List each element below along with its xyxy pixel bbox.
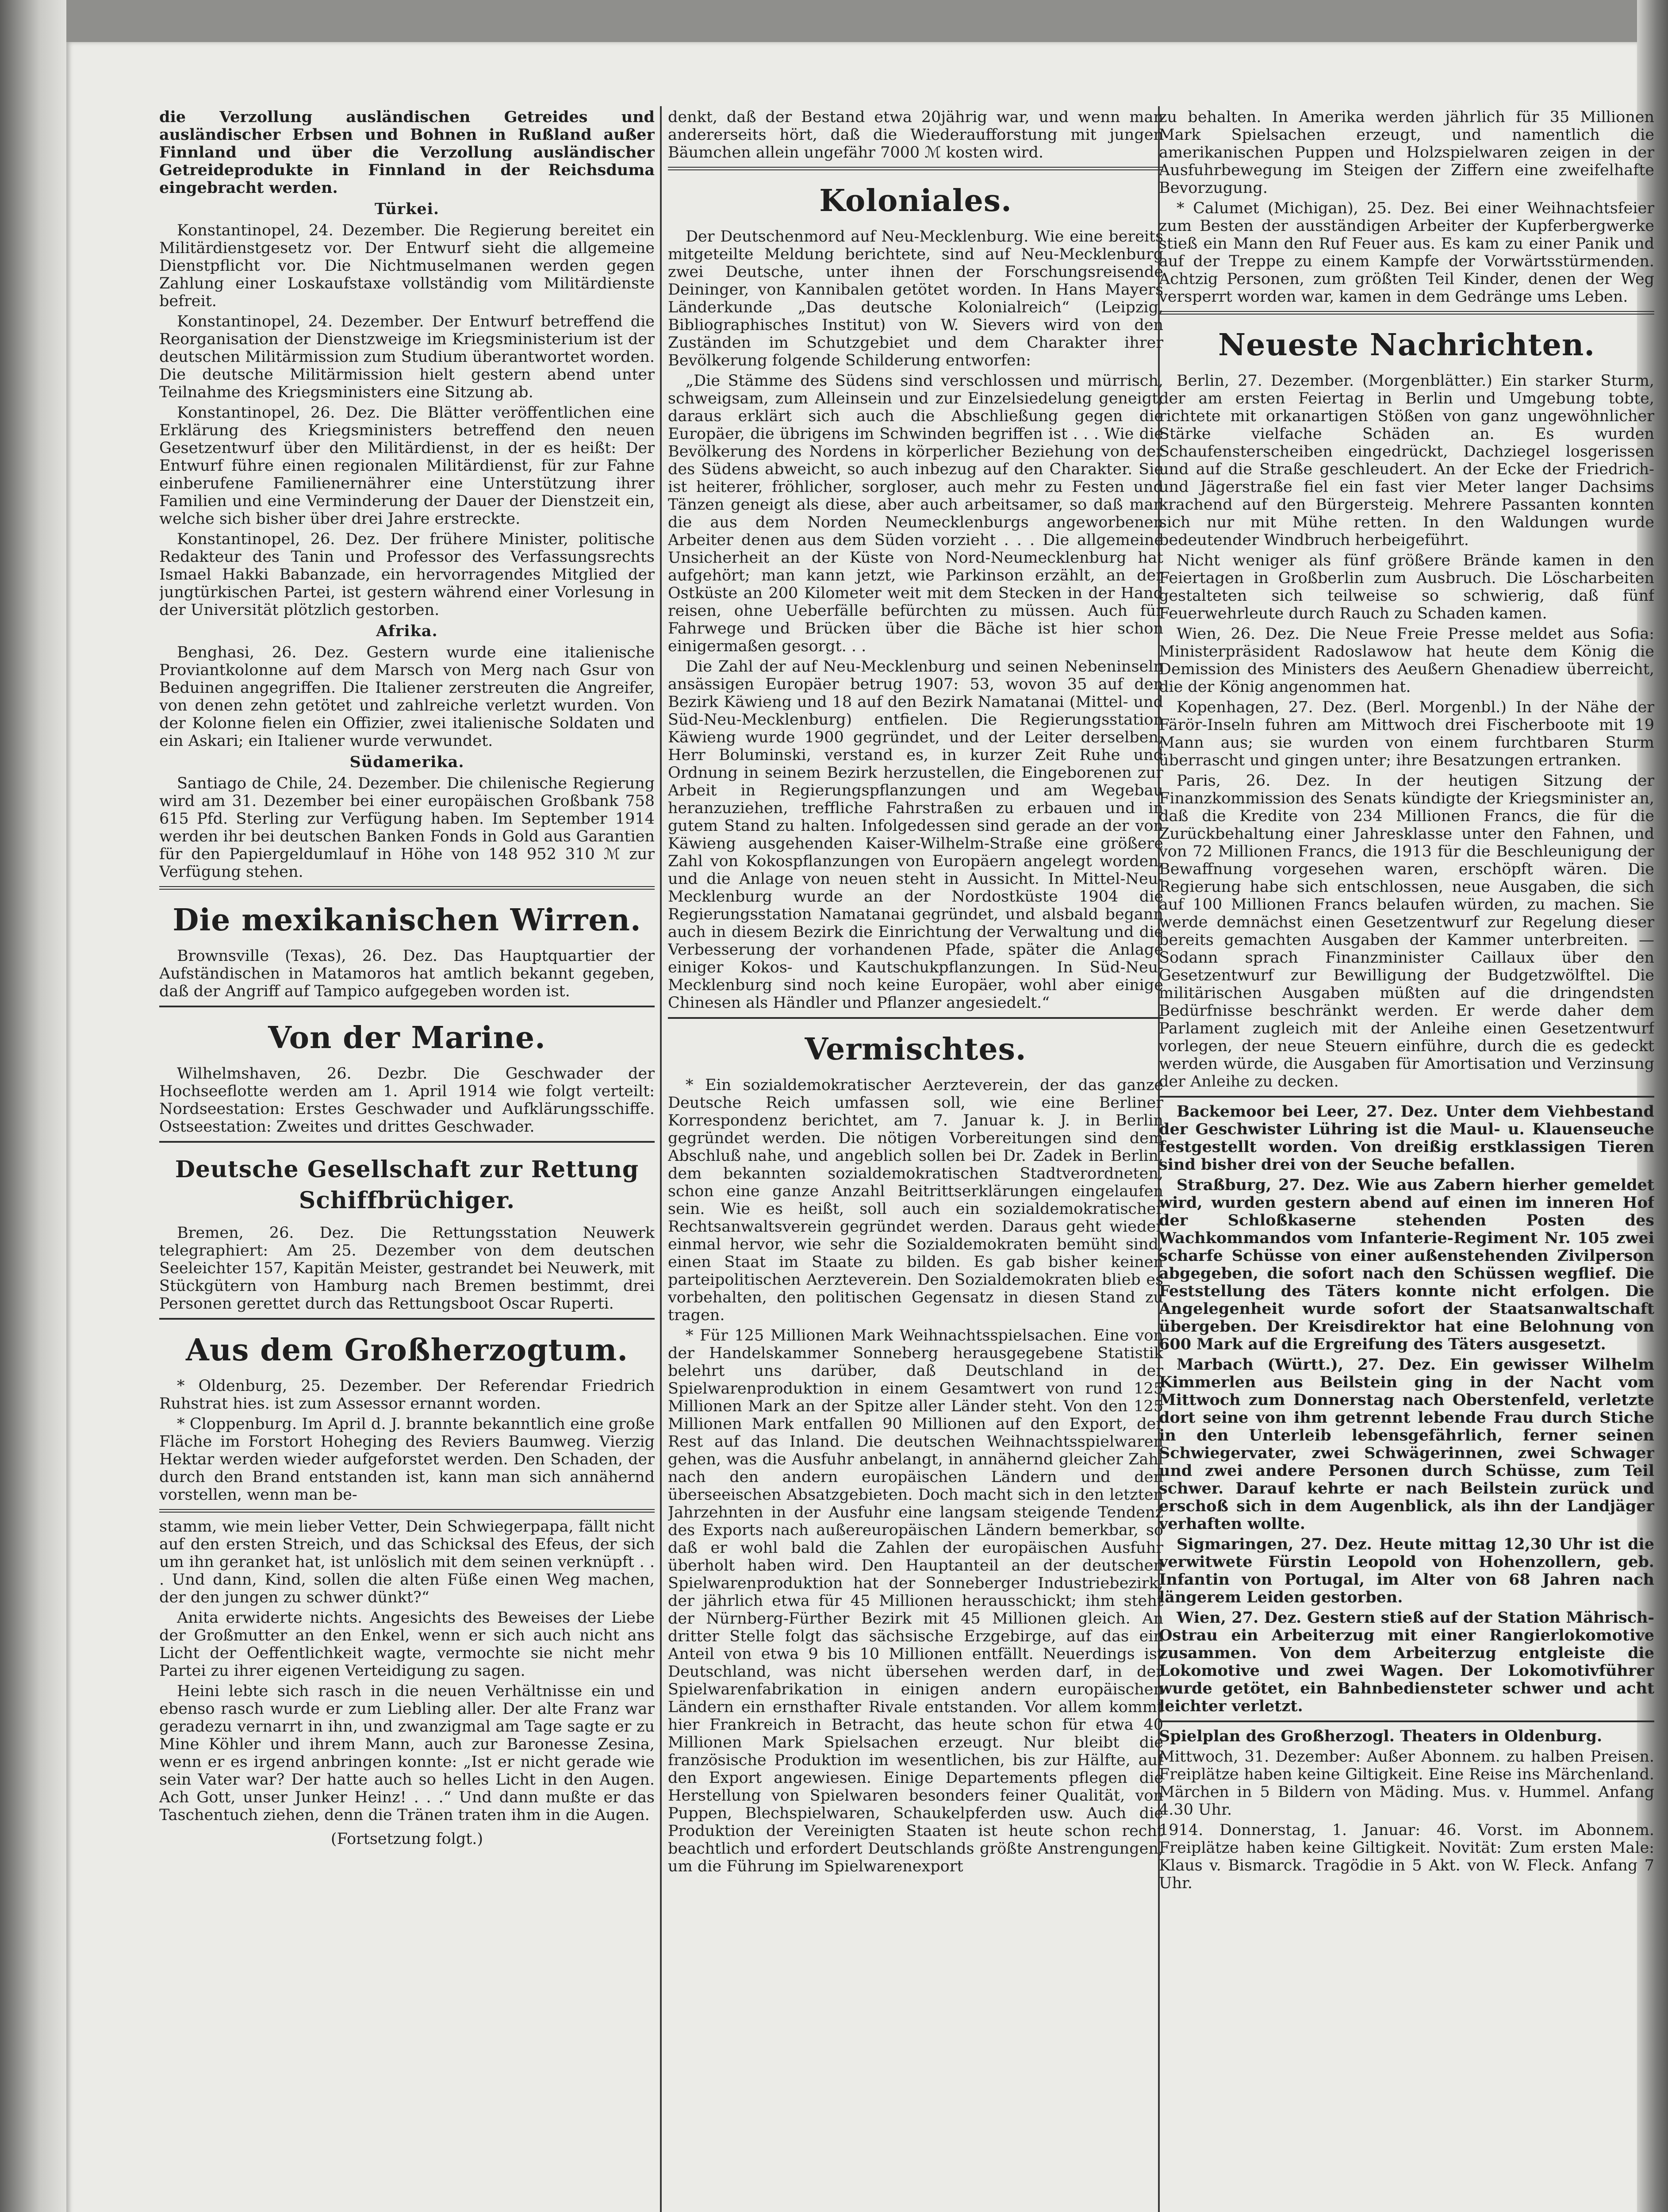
feuilleton-text: Anita erwiderte nichts. Angesichts des Beweises der Liebe der Großmutter an den Enkel, wenn er sich auch nicht ans Licht der Oeffentlichkeit wagte, vermochte sie nicht mehr Partei zu ihrer eigenen Verteidigung zu sagen. [159,1609,655,1680]
article-text: denkt, daß der Bestand etwa 20jährig war, und wenn man andererseits hört, daß die Wiederaufforstung mit jungen Bäumchen allein ungefähr 7000 ℳ kosten wird. [668,108,1163,161]
article-text: Die Zahl der auf Neu-Mecklenburg und seinen Nebeninseln ansässigen Europäer betrug 1907: 53, wovon 35 auf den Bezirk Käwieng und 18 auf den Bezirk Namatanai (Mittel- und Süd-Neu-Mecklenburg) entfielen. Die Regierungsstation Käwieng wurde 1900 gegründet, und der Leiter derselben, Herr Boluminski, verstand es, in kurzer Zeit Ruhe und Ordnung in seinem Bezirk herzustellen, die Eingeborenen zur Arbeit in Regierungspflanzungen und am Wegebau heranzuziehen, treffliche Fahrstraßen zu erbauen und in gutem Stand zu halten. Infolgedessen sind gerade an der von Käwieng ausgehenden Kaiser-Wilhelm-Straße eine größere Zahl von Kokospflanzungen von Europäern angelegt worden, und die Anlage von neuen steht in Aussicht. In Mittel-Neu-Mecklenburg wurde an der Nordostküste 1904 die Regierungsstation Namatanai gegründet, und alsbald begann auch in diesem Bezirk die Einrichtung der Verwaltung und die Verbesserung der vorhandenen Pfade, später die Anlage einiger Kokos- und Kautschukpflanzungen. In Süd-Neu-Mecklenburg sind noch keine Europäer, wohl aber einige Chinesen als Händler und Pflanzer angesiedelt.“ [668,658,1163,1012]
article-text: * Ein sozialdemokratischer Aerzteverein, der das ganze Deutsche Reich umfassen soll, wie eine Berliner Korrespondenz berichtet, am 7. Januar k. J. in Berlin gegründet werden. Die nötigen Vorbereitungen sind dem Abschluß nahe, und angeblich sollen bei Dr. Zadek in Berlin, dem bekannten sozialdemokratischen Stadtverordneten, schon eine ganze Anzahl Beitrittserklärungen eingelaufen sein. Wie es heißt, soll auch ein sozialdemokratischer Rechtsanwaltsverein gegründet werden. Daraus geht wieder einmal hervor, wie sehr die Sozialdemokraten bemüht sind, einen Staat im Staate zu bilden. Es gab bisher keinen parteipolitischen Aerzteverein. Den Sozialdemokraten blieb es vorbehalten, den politischen Gegensatz in diesen Stand zu tragen. [668,1076,1163,1324]
article-text: Straßburg, 27. Dez. Wie aus Zabern hierher gemeldet wird, wurden gestern abend auf einen im inneren Hof der Schloßkaserne stehenden Posten des Wachkommandos vom Infanterie-Regiment Nr. 105 zwei scharfe Schüsse von einer außenstehenden Zivilperson abgegeben, die sofort nach den Schüssen wegflief. Die Feststellung des Täters konnte nicht erfolgen. Die Angelegenheit wurde sofort der Staatsanwaltschaft übergeben. Der Kreisdirektor hat eine Belohnung von 600 Mark auf die Ergreifung des Täters ausgesetzt. [1159,1176,1654,1353]
column-1 [159,108,655,2212]
feuilleton-text: Heini lebte sich rasch in die neuen Verhältnisse ein und ebenso rasch wurde er zum Liebling aller. Der alte Franz war geradezu vernarrt in ihn, und zwanzigmal am Tage sagte er zu Mine Köhler und ihrem Mann, auch zur Baronesse Zesina, wenn er es irgend anbringen konnte: „Ist er nicht gerade wie sein Vater war? Der hatte auch so helles Licht in den Augen. Ach Gott, unser Junker Heinz! . . .“ Und dann mußte er das Taschentuch ziehen, denn die Tränen traten ihm in die Augen. [159,1682,655,1824]
section-heading: Aus dem Großherzogtum. [185,1333,629,1368]
article-text: Wien, 27. Dez. Gestern stieß auf der Station Mährisch-Ostrau ein Arbeiterzug mit einer Rangierlokomotive zusammen. Von dem Arbeiterzug entgleiste die Lokomotive und zwei Wagen. Der Lokomotivführer wurde getötet, ein Bahnbediensteter schwer und acht leichter verletzt. [1159,1609,1654,1715]
section-heading: Von der Marine. [268,1020,546,1056]
article-text: Benghasi, 26. Dez. Gestern wurde eine italienische Proviantkolonne auf dem Marsch von Merg nach Gsur von Beduinen angegriffen. Die Italiener zerstreuten die Angreifer, von denen zehn getötet und zahlreiche verletzt wurden. Von der Kolonne fielen ein Offizier, zwei italienische Soldaten und ein Askari; ein Italiener wurde verwundet. [159,644,655,750]
article-text: Wilhelmshaven, 26. Dezbr. Die Geschwader der Hochseeflotte werden am 1. April 1914 wie folgt verteilt: Nordseestation: Erstes Geschwader und Aufklärungsschiffe. Ostseestation: Zweites und drittes Geschwader. [159,1065,655,1136]
latest-news-block [1159,1103,1654,1715]
column-2 [668,108,1163,2212]
article-text: Konstantinopel, 26. Dez. Die Blätter veröffentlichen eine Erklärung des Kriegsministers betreffend den neuen Gesetzentwurf über den Militärdienst, in der es heißt: Der Entwurf führe einen regionalen Militärdienst, für zur Fahne einberufene Familienernährer eine Unterstützung ihrer Familien und eine Verminderung der Dauer der Dienstzeit ein, welche sich bisher über drei Jahre erstreckte. [159,404,655,528]
feuilleton-text: stamm, wie mein lieber Vetter, Dein Schwiegerpapa, fällt nicht auf den ersten Streich, und das Schicksal des Efeus, der sich um ihn geranket hat, ist unlöslich mit dem seinen verknüpft . . . Und dann, Kind, sollen die alten Füße einen Weg machen, der den jungen zu schwer dünkt?“ [159,1518,655,1606]
article-text: Konstantinopel, 24. Dezember. Die Regierung bereitet ein Militärdienstgesetz vor. Der Entwurf sieht die allgemeine Dienstpflicht vor. Die Nichtmuselmanen werden gegen Zahlung einer Loskaufstaxe vollständig vom Militärdienste befreit. [159,222,655,310]
article-text: Paris, 26. Dez. In der heutigen Sitzung der Finanzkommission des Senats kündigte der Kriegsminister an, daß die Kredite von 234 Millionen Francs, die für die Zurückbehaltung einer Jahresklasse unter den Fahnen, und von 72 Millionen Francs, die 1913 für die Beschleunigung der Bewaffnung vorgesehen waren, erschöpft wären. Die Regierung habe sich entschlossen, neue Ausgaben, die sich auf 100 Millionen Francs belaufen würden, zu machen. Sie werde demnächst einen Gesetzentwurf zur Regelung dieser bereits gemachten Ausgaben der Kammer unterbreiten. — Sodann sprach Finanzminister Caillaux über den Gesetzentwurf zur Bewilligung der Budgetzwölftel. Die militärischen Ausgaben müßten auf die dringendsten Bedürfnisse beschränkt werden. Er werde daher dem Parlament zugleich mit der Anleihe einen Gesetzentwurf vorlegen, der neue Steuern einführe, durch die es gedeckt werden würde, die Ausgaben für Amortisation und Verzinsung der Anleihe zu decken. [1159,772,1654,1091]
divider [159,1509,655,1513]
divider [159,886,655,890]
divider [159,1141,655,1143]
article-text: Konstantinopel, 26. Dez. Der frühere Minister, politische Redakteur des Tanin und Professor des Verfassungsrechts Ismael Hakki Babanzade, ein hervorragendes Mitglied der jungtürkischen Partei, ist gestern während einer Vorlesung in der Universität plötzlich gestorben. [159,530,655,619]
article-text: die Verzollung ausländischen Getreides und ausländischer Erbsen und Bohnen in Rußland außer Finnland und über die Verzollung ausländischer Getreideprodukte in Finnland in der Reichsduma eingebracht werden. [159,108,655,197]
section-heading: Neueste Nachrichten. [1218,327,1595,363]
article-text: Wien, 26. Dez. Die Neue Freie Presse meldet aus Sofia: Ministerpräsident Radoslawow hat heute dem König die Demission des Ministers des Aeußern Ghenadiew überreicht, die der König angenommen hat. [1159,625,1654,696]
section-subheading: Afrika. [376,622,438,640]
divider [1159,311,1654,315]
theater-program-entry: 1914. Donnerstag, 1. Januar: 46. Vorst. im Abonnem. Freiplätze haben keine Giltigkeit. Novität: Zum ersten Male: Klaus v. Bismarck. Tragödie in 5 Akt. von W. Fleck. Anfang 7 Uhr. [1159,1821,1654,1892]
article-text: * Cloppenburg. Im April d. J. brannte bekanntlich eine große Fläche im Forstort Hoheging des Reviers Baumweg. Vierzig Hektar werden wieder aufgeforstet werden. Den Schaden, der durch den Brand entstanden ist, kann man sich annähernd vorstellen, wenn man be- [159,1415,655,1504]
theater-program-entry: Mittwoch, 31. Dezember: Außer Abonnem. zu halben Preisen. Freiplätze haben keine Giltigkeit. Eine Reise ins Märchenland. Märchen in 5 Bildern von Mäding. Mus. v. Hummel. Anfang 4.30 Uhr. [1159,1748,1654,1819]
article-text: * Oldenburg, 25. Dezember. Der Referendar Friedrich Ruhstrat hies. ist zum Assessor ernannt worden. [159,1377,655,1413]
column-rule [660,106,662,2212]
article-text: Kopenhagen, 27. Dez. (Berl. Morgenbl.) In der Nähe der Färör-Inseln fuhren am Mittwoch drei Fischerboote mit 19 Mann aus; sie wurden von einem furchtbaren Sturm überrascht und gingen unter; ihre Besatzungen ertranken. [1159,699,1654,769]
theater-program-title: Spielplan des Großherzogl. Theaters in Oldenburg. [1159,1727,1603,1745]
article-text: Der Deutschenmord auf Neu-Mecklenburg. Wie eine bereits mitgeteilte Meldung berichtete, sind auf Neu-Mecklenburg zwei Deutsche, unter ihnen der Forschungsreisende Deininger, von Kannibalen getötet worden. In Hans Mayers Länderkunde „Das deutsche Kolonialreich“ (Leipzig, Bibliographisches Institut) von W. Sievers wird von den Zuständen im Schutzgebiet und dem Charakter ihrer Bevölkerung folgende Schilderung entworfen: [668,228,1163,369]
article-text: Sigmaringen, 27. Dez. Heute mittag 12,30 Uhr ist die verwitwete Fürstin Leopold von Hohenzollern, geb. Infantin von Portugal, im Alter von 68 Jahren nach längerem Leiden gestorben. [1159,1535,1654,1606]
section-heading: Vermischtes. [805,1032,1027,1067]
article-text: Brownsville (Texas), 26. Dez. Das Hauptquartier der Aufständischen in Matamoros hat amtlich bekannt gegeben, daß der Angriff auf Tampico aufgegeben worden ist. [159,947,655,1000]
article-text: Santiago de Chile, 24. Dezember. Die chilenische Regierung wird am 31. Dezember bei einer europäischen Großbank 758 615 Pfd. Sterling zur Verfügung haben. Im September 1914 werden ihr bei deutschen Banken Fonds in Gold aus Garantien für den Papiergeldumlauf in Höhe von 148 952 310 ℳ zur Verfügung stehen. [159,775,655,881]
article-text: * Für 125 Millionen Mark Weihnachtsspielsachen. Eine von der Handelskammer Sonneberg herausgegebene Statistik belehrt uns darüber, daß Deutschland in der Spielwarenproduktion in einem Gesamtwert von rund 125 Millionen Mark an der Spitze aller Länder steht. Von den 125 Millionen Mark entfallen 90 Millionen auf den Export, der Rest auf das Inland. Die deutschen Weihnachtsspielwaren gehen, was die Ausfuhr anbelangt, in annähernd gleicher Zahl nach den andern europäischen Ländern und den überseeischen Absatzgebieten. Doch macht sich in den letzten Jahrzehnten in der Ausfuhr eine langsam steigende Tendenz des Exports nach außereuropäischen Ländern bemerkbar, so daß er wohl bald die Zahlen der europäischen Ausfuhr überholt haben wird. Den Hauptanteil an der deutschen Spielwarenproduktion hat der Sonneberger Industriebezirk, der jährlich etwa für 45 Millionen herausschickt; ihm steht der Nürnberg-Fürther Bezirk mit 45 Millionen gleich. An dritter Stelle folgt das sächsische Erzgebirge, auf das ein Anteil von etwa 9 bis 10 Millionen entfällt. Neuerdings ist Deutschland, was nicht übersehen werden darf, in der Spielwarenfabrikation in einigen andern europäischen Ländern ein ernsthafter Rivale entstanden. Vor allem kommt hier Frankreich in Betracht, das heute schon für etwa 40 Millionen Mark Spielsachen erzeugt. Nur bleibt die französische Produktion im wesentlichen, bis zur Hälfte, auf den Export angewiesen. Einige Departements pflegen die Herstellung von Spielwaren besonders feiner Qualität, von Puppen, Blechspielwaren, Schaukelpferden usw. Auch die Produktion der Vereinigten Staaten ist heute schon recht beachtlich und erfordert Deutschlands größte Anstrengungen, um die Führung im Spielwarenexport [668,1327,1163,1875]
column-3 [1159,108,1654,2212]
article-text: zu behalten. In Amerika werden jährlich für 35 Millionen Mark Spielsachen erzeugt, und namentlich die amerikanischen Puppen und Holzspielwaren zeigen in der Ausfuhrbewegung im Steigen der Ziffern eine zweifelhafte Bevorzugung. [1159,108,1654,197]
scan-binding-edge [0,0,66,2212]
divider [668,1017,1163,1019]
article-text: Berlin, 27. Dezember. (Morgenblätter.) Ein starker Sturm, der am ersten Feiertag in Berlin und Umgebung tobte, richtete mit orkanartigen Stößen von ganz ungewöhnlicher Stärke vielfache Schäden an. Es wurden Schaufensterscheiben eingedrückt, Dachziegel losgerissen und auf die Straße geschleudert. An der Ecke der Friedrich- und Jägerstraße fiel ein fast vier Meter langer Dachsims krachend auf den Bürgersteig. Mehrere Passanten konnten sich nur mit Mühe retten. In den Waldungen wurde bedeutender Windbruch herbeigeführt. [1159,372,1654,549]
section-heading: Deutsche Gesellschaft zur Rettung Schiffbrüchiger. [175,1156,639,1214]
article-text: Marbach (Württ.), 27. Dez. Ein gewisser Wilhelm Kimmerlen aus Beilstein ging in der Nacht vom Mittwoch zum Donnerstag nach Oberstenfeld, verletzte dort seine von ihm getrennt lebende Frau durch Stiche in den Unterleib lebensgefährlich, ferner seinen Schwiegervater, zwei Schwägerinnen, zwei Schwager und zwei andere Personen durch Schüsse, zum Teil schwer. Darauf kehrte er nach Beilstein zurück und erschoß sich in dem Augenblick, als ihn der Landjäger verhaften wollte. [1159,1356,1654,1533]
divider [159,1006,655,1007]
article-text: „Die Stämme des Südens sind verschlossen und mürrisch, schweigsam, zum Alleinsein und zur Einzelsiedelung geneigt; daraus erklärt sich auch die Abschließung gegen die Europäer, die übrigens im Schwinden begriffen ist . . . Wie die Bevölkerung des Nordens in körperlicher Beziehung von der des Südens abweicht, so auch inbezug auf den Charakter. Sie ist heiterer, fröhlicher, sorgloser, auch mehr zu Festen und Tänzen geneigt als diese, aber auch arbeitsamer, so daß man die aus dem Norden Neumecklenburgs angeworbenen Arbeiter denen aus dem Süden vorzieht . . . Die allgemeine Unsicherheit an der Küste von Nord-Neumecklenburg hat aufgehört; man kann jetzt, wie Parkinson erzählt, an der Ostküste an 200 Kilometer weit mit dem Stecken in der Hand reisen, ohne Ueberfälle befürchten zu müssen. Auch für Fahrwege und Brücken über die Bäche ist hier schon einigermaßen gesorgt. . . [668,372,1163,655]
divider [159,1318,655,1320]
section-heading: Koloniales. [819,183,1012,219]
newspaper-page [66,42,1654,2212]
section-heading: Die mexikanischen Wirren. [173,902,641,938]
article-text: Bremen, 26. Dez. Die Rettungsstation Neuwerk telegraphiert: Am 25. Dezember von dem deutschen Seeleichter 157, Kapitän Meister, gestrandet bei Neuwerk, mit Stückgütern von Hamburg nach Bremen bestimmt, drei Personen gerettet durch das Rettungsboot Oscar Ruperti. [159,1224,655,1313]
divider [668,167,1163,170]
article-text: Nicht weniger als fünf größere Brände kamen in den Feiertagen in Großberlin zum Ausbruch. Die Löscharbeiten gestalteten sich teilweise so schwierig, daß fünf Feuerwehrleute durch Rauch zu Schaden kamen. [1159,552,1654,622]
divider [1159,1720,1654,1722]
article-text: Konstantinopel, 24. Dezember. Der Entwurf betreffend die Reorganisation der Dienstzweige im Kriegsministerium ist der deutschen Militärmission zum Studium überantwortet worden. Die deutsche Militärmission hielt gestern abend unter Teilnahme des Kriegsministers eine Sitzung ab. [159,313,655,401]
divider [1159,1096,1654,1098]
section-subheading: Südamerika. [349,753,464,771]
article-text: * Calumet (Michigan), 25. Dez. Bei einer Weihnachtsfeier zum Besten der ausständigen Arbeiter der Kupferbergwerke stieß ein Mann den Ruf Feuer aus. Es kam zu einer Panik und auf der Treppe zu einem Kampfe der Vorwärtsstürmenden. Achtzig Personen, zum größten Teil Kinder, denen der Weg versperrt worden war, kamen in dem Gedränge ums Leben. [1159,200,1654,306]
article-text: Backemoor bei Leer, 27. Dez. Unter dem Viehbestand der Geschwister Lühring ist die Maul- u. Klauenseuche festgestellt worden. Von dreißig erstklassigen Tieren sind bisher drei von der Seuche befallen. [1159,1102,1654,1174]
continuation-note: (Fortsetzung folgt.) [330,1830,483,1848]
section-subheading: Türkei. [374,200,440,218]
